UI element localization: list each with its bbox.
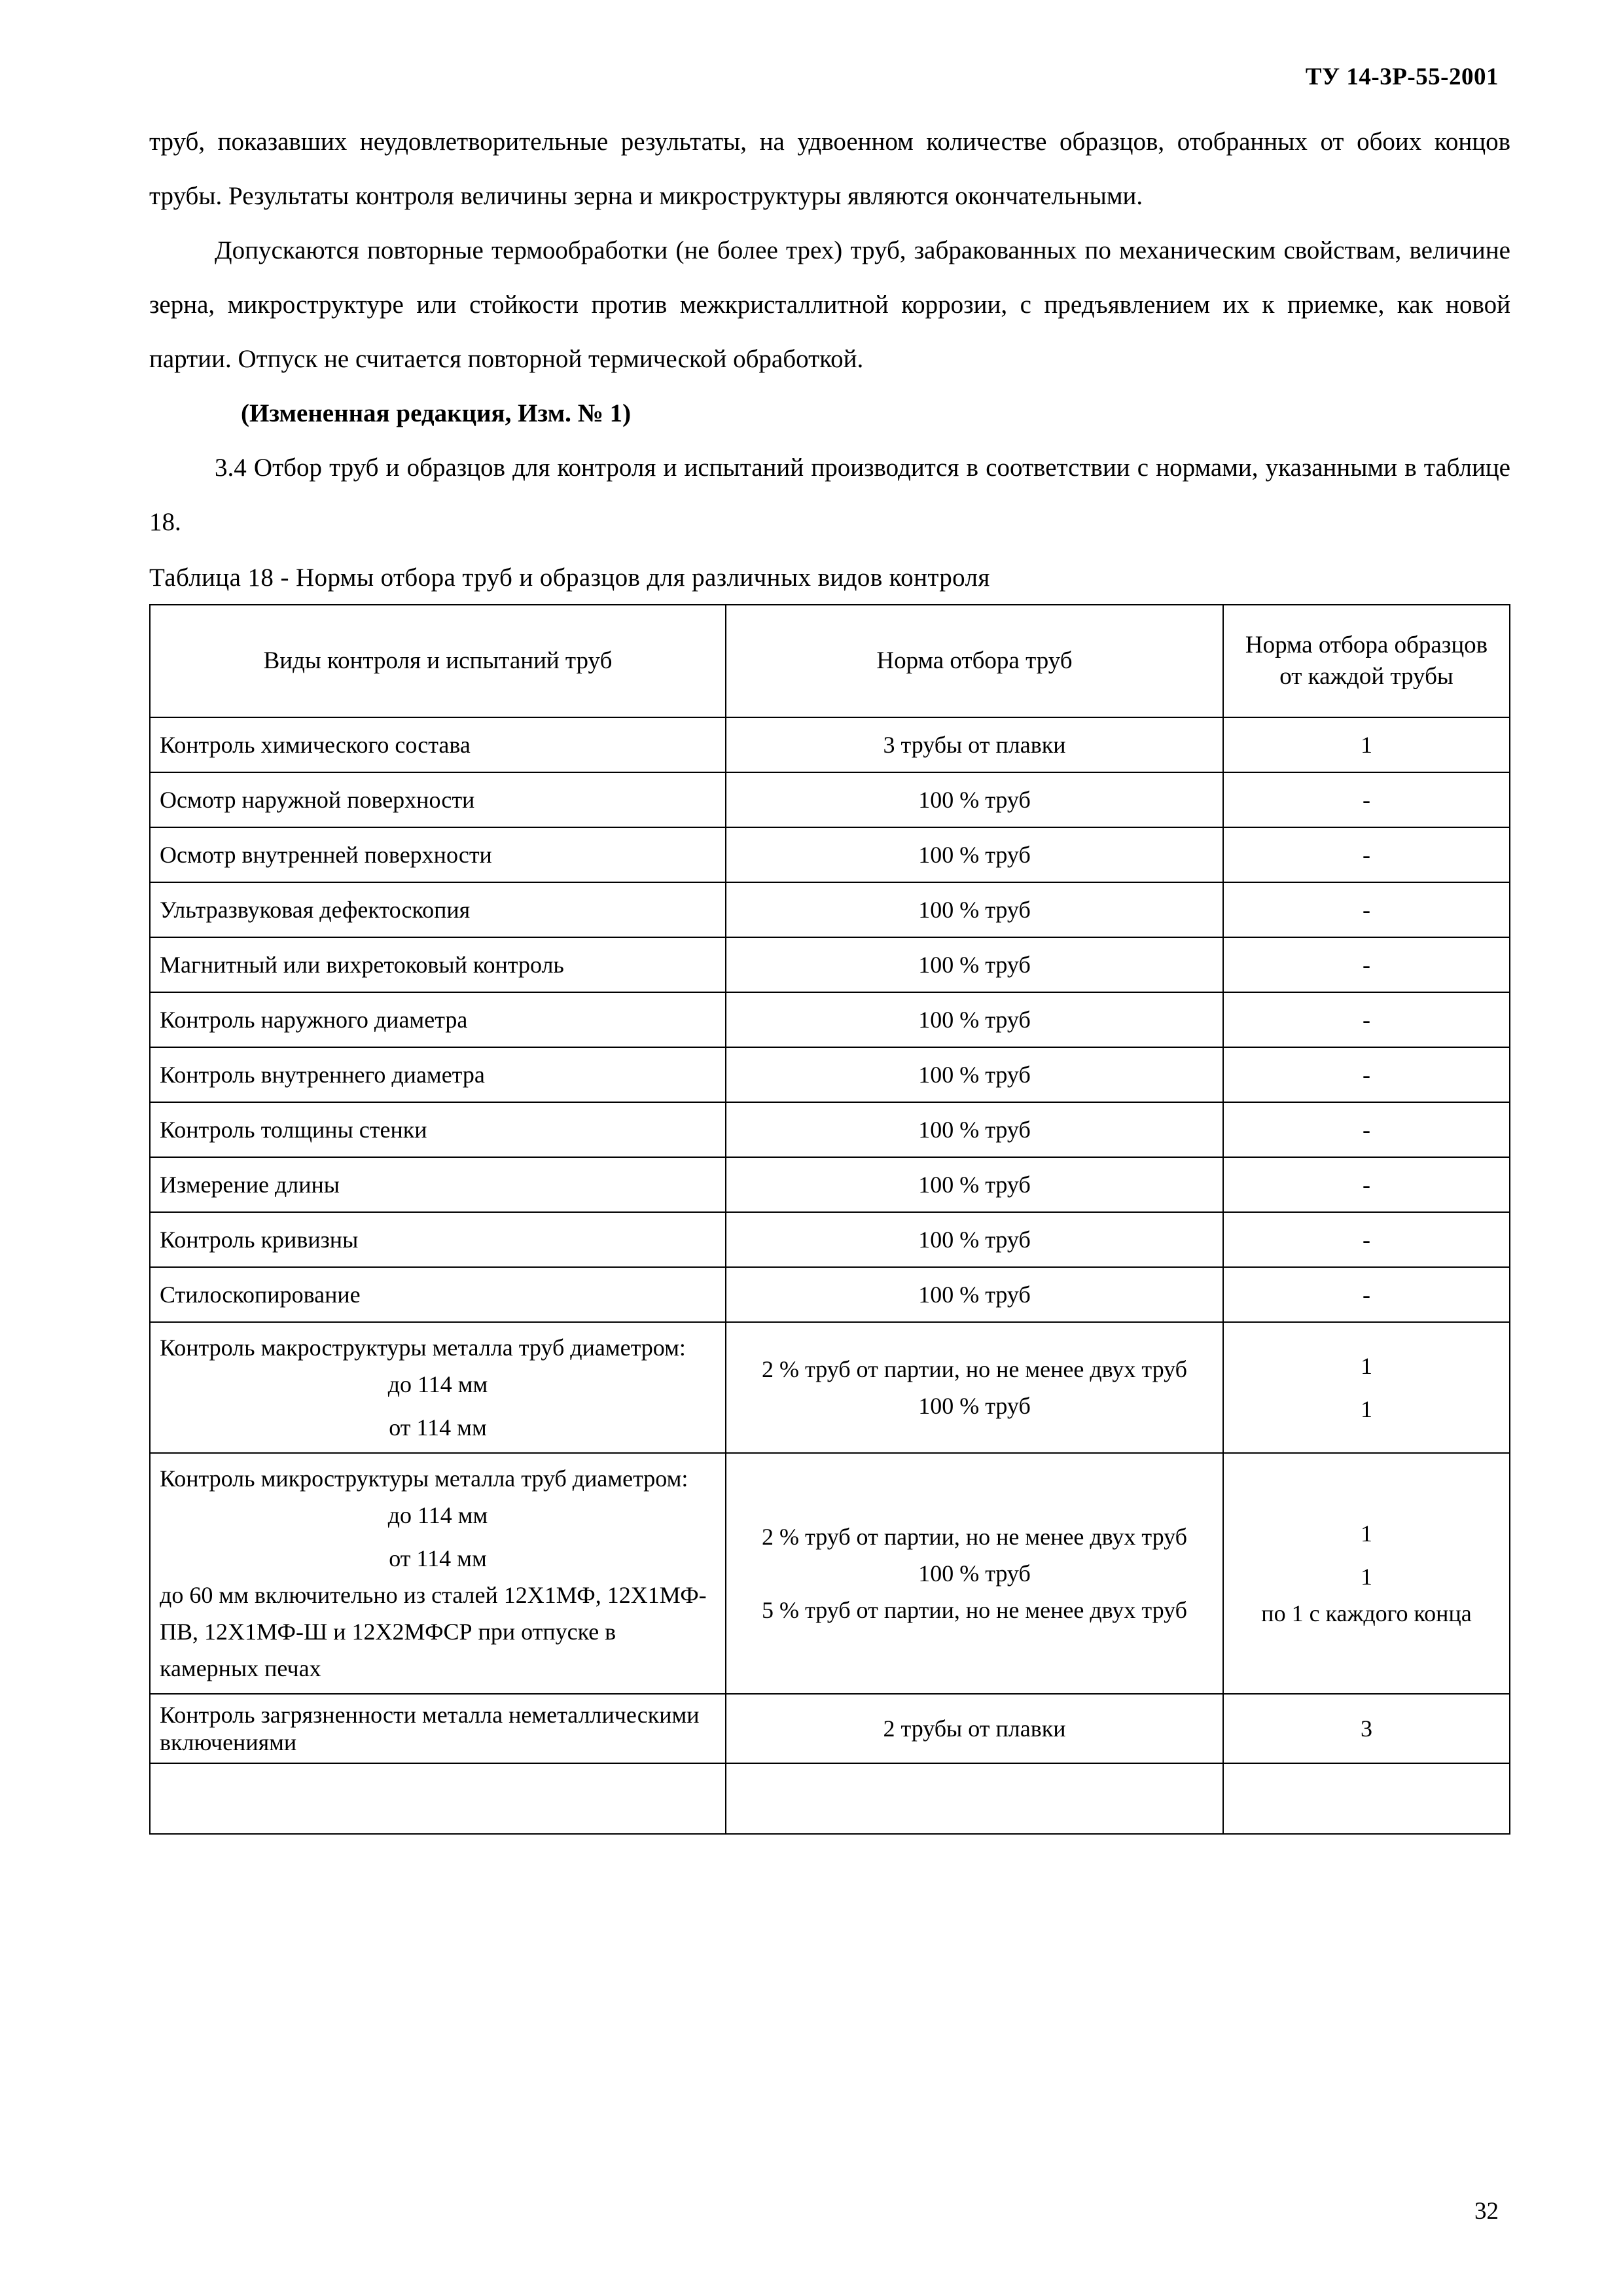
paragraph-2: Допускаются повторные термообработки (не более трех) труб, забракованных по механическим свойствам, величине зерна, микроструктуре или стойкости против межкристаллитной коррозии, с предъявлением их к приемке, как новой партии. Отпуск не считается повторной термической обработкой. xyxy=(149,236,1510,373)
row-samples: - xyxy=(1223,1212,1510,1267)
norms-table xyxy=(149,604,1510,1835)
row-samples: - xyxy=(1223,827,1510,882)
table-row xyxy=(150,1102,1510,1157)
table-header-sample-norm: Норма отбора образцов от каждой трубы xyxy=(1223,605,1510,717)
row-name: Контроль кривизны xyxy=(150,1212,726,1267)
paragraph-1: труб, показавших неудовлетворительные результаты, на удвоенном количестве образцов, отобранных от обоих концов трубы. Результаты контроля величины зерна и микроструктуры являются окончательными. xyxy=(149,128,1510,210)
row-name: Контроль толщины стенки xyxy=(150,1102,726,1157)
row-norm: 100 % труб xyxy=(726,1047,1223,1102)
micro-norm-cell xyxy=(726,1453,1223,1694)
row-samples: - xyxy=(1223,937,1510,992)
row-samples: - xyxy=(1223,772,1510,827)
micro-name-head: Контроль микроструктуры металла труб диаметром: xyxy=(160,1465,688,1492)
paragraph-3: 3.4 Отбор труб и образцов для контроля и испытаний производится в соответствии с нормами, указанными в таблице 18. xyxy=(149,454,1510,536)
micro-option-3: до 60 мм включительно из сталей 12Х1МФ, 12Х1МФ-ПВ, 12Х1МФ-Ш и 12Х2МФСР при отпуске в камерных печах xyxy=(160,1582,707,1681)
revision-note: (Измененная редакция, Изм. № 1) xyxy=(241,399,632,427)
row-samples: 1 xyxy=(1223,717,1510,772)
page-number: 32 xyxy=(1474,2198,1499,2225)
table-row xyxy=(150,772,1510,827)
table-row xyxy=(150,717,1510,772)
macro-option-2: от 114 мм xyxy=(389,1414,487,1441)
macro-samples-2: 1 xyxy=(1361,1396,1372,1422)
spacer-cell-2 xyxy=(726,1763,1223,1834)
macro-samples-1: 1 xyxy=(1361,1353,1372,1379)
micro-samples-3: по 1 с каждого конца xyxy=(1261,1600,1472,1626)
row-name: Осмотр наружной поверхности xyxy=(150,772,726,827)
table-header-pipe-norm: Норма отбора труб xyxy=(726,605,1223,717)
table-trailing-spacer xyxy=(150,1763,1510,1834)
row-norm: 100 % труб xyxy=(726,882,1223,937)
table-row xyxy=(150,992,1510,1047)
table-header-kinds: Виды контроля и испытаний труб xyxy=(150,605,726,717)
row-name: Контроль химического состава xyxy=(150,717,726,772)
row-name: Стилоскопирование xyxy=(150,1267,726,1322)
micro-samples-1: 1 xyxy=(1361,1520,1372,1547)
row-norm: 100 % труб xyxy=(726,1102,1223,1157)
table-header-row xyxy=(150,605,1510,717)
row-name: Контроль наружного диаметра xyxy=(150,992,726,1047)
micro-norm-1: 2 % труб от партии, но не менее двух труб xyxy=(762,1524,1187,1550)
micro-samples-cell xyxy=(1223,1453,1510,1694)
row-norm: 100 % труб xyxy=(726,992,1223,1047)
row-name: Магнитный или вихретоковый контроль xyxy=(150,937,726,992)
table-row xyxy=(150,1267,1510,1322)
table-row xyxy=(150,1212,1510,1267)
row-norm: 100 % труб xyxy=(726,827,1223,882)
table-row xyxy=(150,1157,1510,1212)
row-norm: 2 трубы от плавки xyxy=(726,1694,1223,1763)
table-row xyxy=(150,882,1510,937)
row-name: Осмотр внутренней поверхности xyxy=(150,827,726,882)
row-samples: - xyxy=(1223,882,1510,937)
row-samples: - xyxy=(1223,1157,1510,1212)
row-samples: - xyxy=(1223,1267,1510,1322)
row-name: Измерение длины xyxy=(150,1157,726,1212)
row-samples: - xyxy=(1223,1102,1510,1157)
macro-norm-2: 100 % труб xyxy=(918,1393,1031,1419)
row-norm: 100 % труб xyxy=(726,772,1223,827)
table-row xyxy=(150,937,1510,992)
row-norm: 100 % труб xyxy=(726,1212,1223,1267)
row-name: Контроль загрязненности металла неметаллическими включениями xyxy=(150,1694,726,1763)
row-samples: - xyxy=(1223,1047,1510,1102)
macro-samples-cell xyxy=(1223,1322,1510,1453)
macro-norm-cell xyxy=(726,1322,1223,1453)
spacer-cell-1 xyxy=(150,1763,726,1834)
row-norm: 100 % труб xyxy=(726,1157,1223,1212)
micro-samples-2: 1 xyxy=(1361,1564,1372,1590)
page-header-spec-code: ТУ 14-3Р-55-2001 xyxy=(1305,63,1499,90)
table-row-microstructure xyxy=(150,1453,1510,1694)
macro-norm-1: 2 % труб от партии, но не менее двух труб xyxy=(762,1356,1187,1382)
micro-option-1: до 114 мм xyxy=(387,1502,488,1528)
row-samples: 3 xyxy=(1223,1694,1510,1763)
table-row-macrostructure xyxy=(150,1322,1510,1453)
row-norm: 100 % труб xyxy=(726,937,1223,992)
page-content xyxy=(149,115,1510,1835)
table-row xyxy=(150,827,1510,882)
table-row-contamination xyxy=(150,1694,1510,1763)
row-samples: - xyxy=(1223,992,1510,1047)
row-name: Контроль внутреннего диаметра xyxy=(150,1047,726,1102)
macro-option-1: до 114 мм xyxy=(387,1371,488,1397)
micro-norm-3: 5 % труб от партии, но не менее двух труб xyxy=(762,1597,1187,1623)
row-norm: 100 % труб xyxy=(726,1267,1223,1322)
row-norm: 3 трубы от плавки xyxy=(726,717,1223,772)
table-row xyxy=(150,1047,1510,1102)
macro-name-head: Контроль макроструктуры металла труб диаметром: xyxy=(160,1335,686,1361)
micro-norm-2: 100 % труб xyxy=(918,1560,1031,1587)
micro-option-2: от 114 мм xyxy=(389,1545,487,1571)
micro-name-cell xyxy=(150,1453,726,1694)
table-caption: Таблица 18 - Нормы отбора труб и образцов для различных видов контроля xyxy=(149,564,990,592)
spacer-cell-3 xyxy=(1223,1763,1510,1834)
row-name: Ультразвуковая дефектоскопия xyxy=(150,882,726,937)
macro-name-cell xyxy=(150,1322,726,1453)
